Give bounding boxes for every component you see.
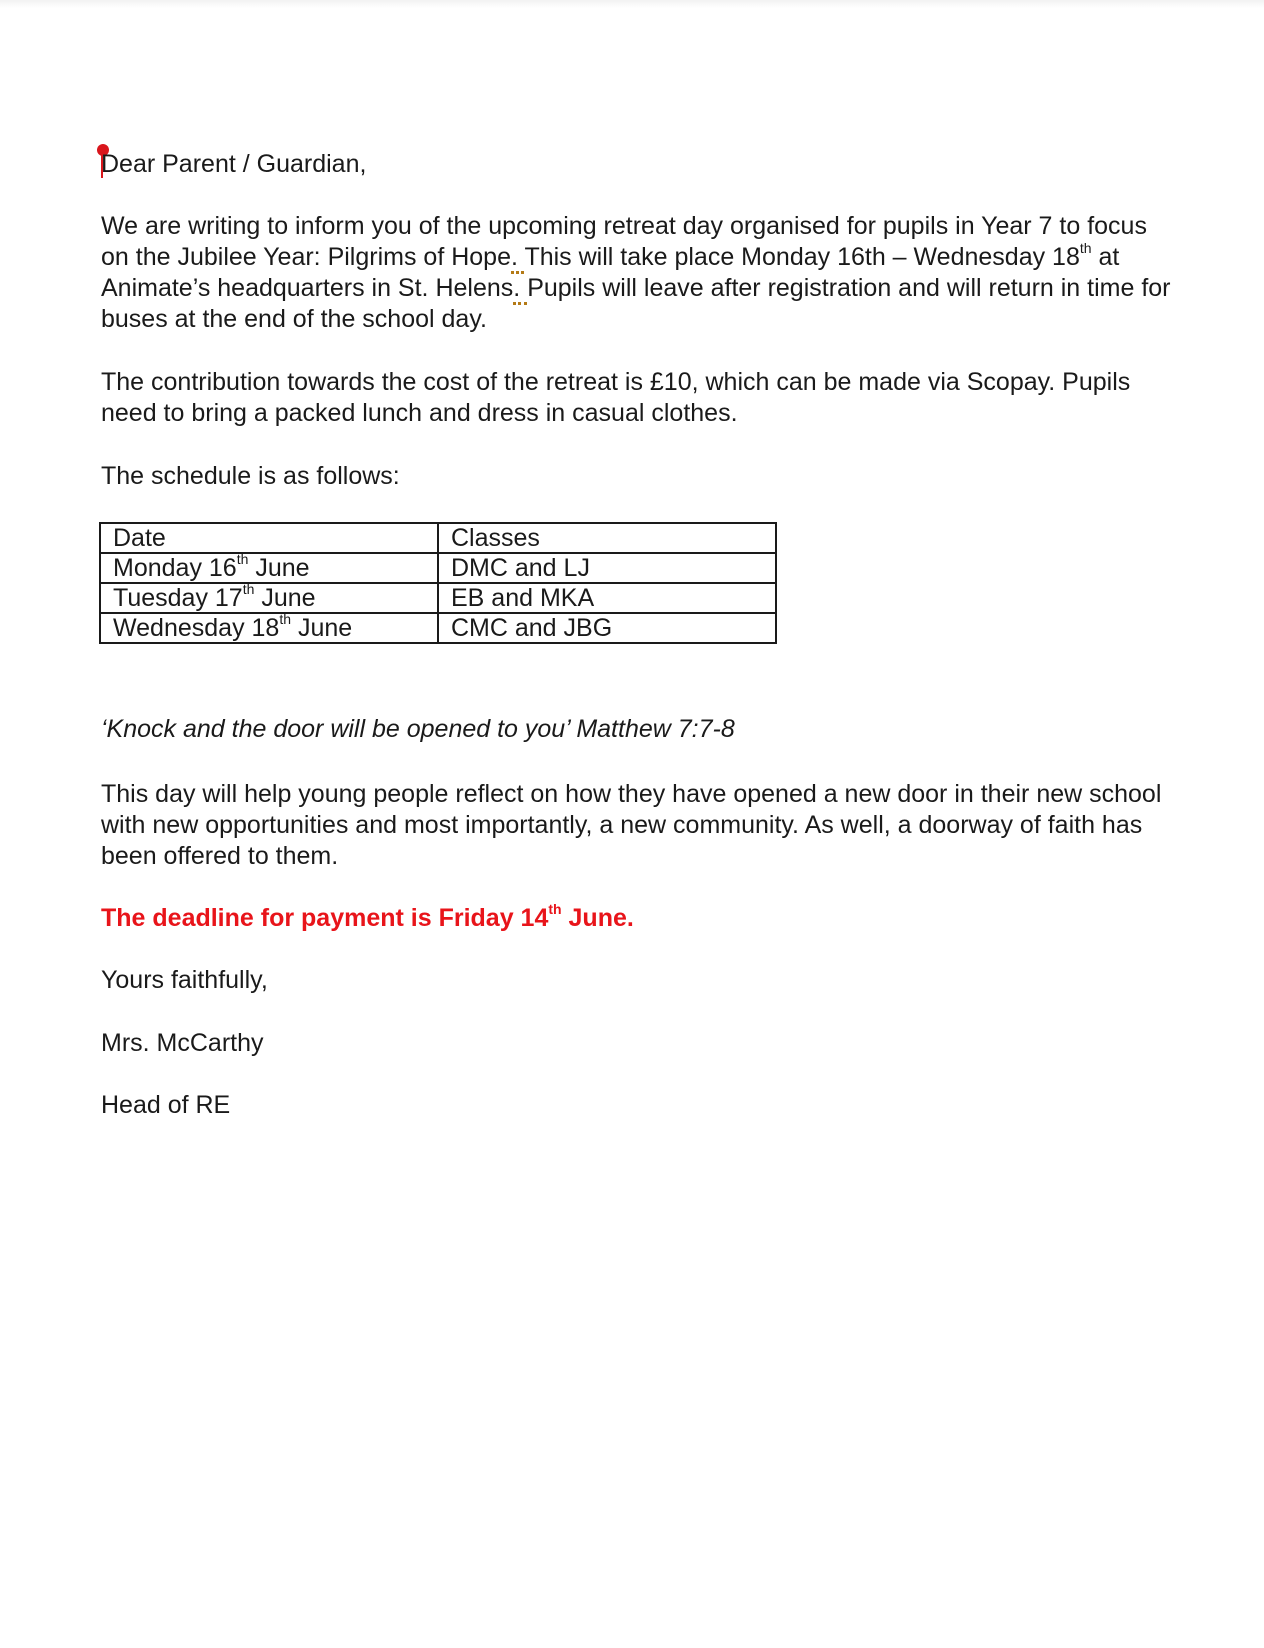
table-row bbox=[100, 583, 776, 613]
header-classes: Classes bbox=[438, 523, 776, 553]
intro-text-d: Pupils will leave after registration and will return in time for buses at the end of the school day. bbox=[101, 274, 1171, 333]
page-top-edge bbox=[0, 0, 1264, 8]
greeting: Dear Parent / Guardian, bbox=[101, 150, 367, 178]
ordinal-suffix: th bbox=[1079, 239, 1092, 256]
payment-deadline: The deadline for payment is Friday 14th June. bbox=[101, 900, 634, 932]
row-classes: EB and MKA bbox=[438, 583, 776, 613]
signoff: Yours faithfully, bbox=[101, 966, 268, 994]
intro-text-c: at Animate’s headquarters in St. Helens bbox=[101, 243, 1120, 302]
row-date: Tuesday 17th June bbox=[100, 583, 438, 613]
reflection-paragraph: This day will help young people reflect on how they have opened a new door in their new school with new opportunities and most importantly, a new community. As well, a doorway of faith has been offered to them. bbox=[101, 780, 1162, 870]
grammar-mark-2[interactable]: . bbox=[513, 274, 527, 305]
cost-paragraph: The contribution towards the cost of the retreat is £10, which can be made via Scopay. Pupils need to bring a packed lunch and dress in casual clothes. bbox=[101, 368, 1131, 427]
intro-text-a: We are writing to inform you of the upcoming retreat day organised for pupils in Year 7 to focus on the Jubilee Year: Pilgrims of Hope bbox=[101, 212, 1147, 271]
scripture-quote: ‘Knock and the door will be opened to you’ Matthew 7:7-8 bbox=[101, 715, 735, 743]
row-date: Monday 16th June bbox=[100, 553, 438, 583]
intro-paragraph bbox=[101, 211, 1181, 335]
row-date: Wednesday 18th June bbox=[100, 613, 438, 643]
grammar-mark-1[interactable]: . bbox=[511, 243, 524, 274]
table-header-row bbox=[100, 523, 776, 553]
row-classes: CMC and JBG bbox=[438, 613, 776, 643]
signatory-role: Head of RE bbox=[101, 1091, 231, 1119]
table-row bbox=[100, 553, 776, 583]
schedule-intro: The schedule is as follows: bbox=[101, 462, 400, 490]
row-classes: DMC and LJ bbox=[438, 553, 776, 583]
header-date: Date bbox=[100, 523, 438, 553]
intro-text-b: This will take place Monday 16th – Wednesday 18 bbox=[524, 243, 1080, 271]
schedule-table bbox=[99, 522, 777, 644]
table-row bbox=[100, 613, 776, 643]
signatory-name: Mrs. McCarthy bbox=[101, 1029, 264, 1057]
